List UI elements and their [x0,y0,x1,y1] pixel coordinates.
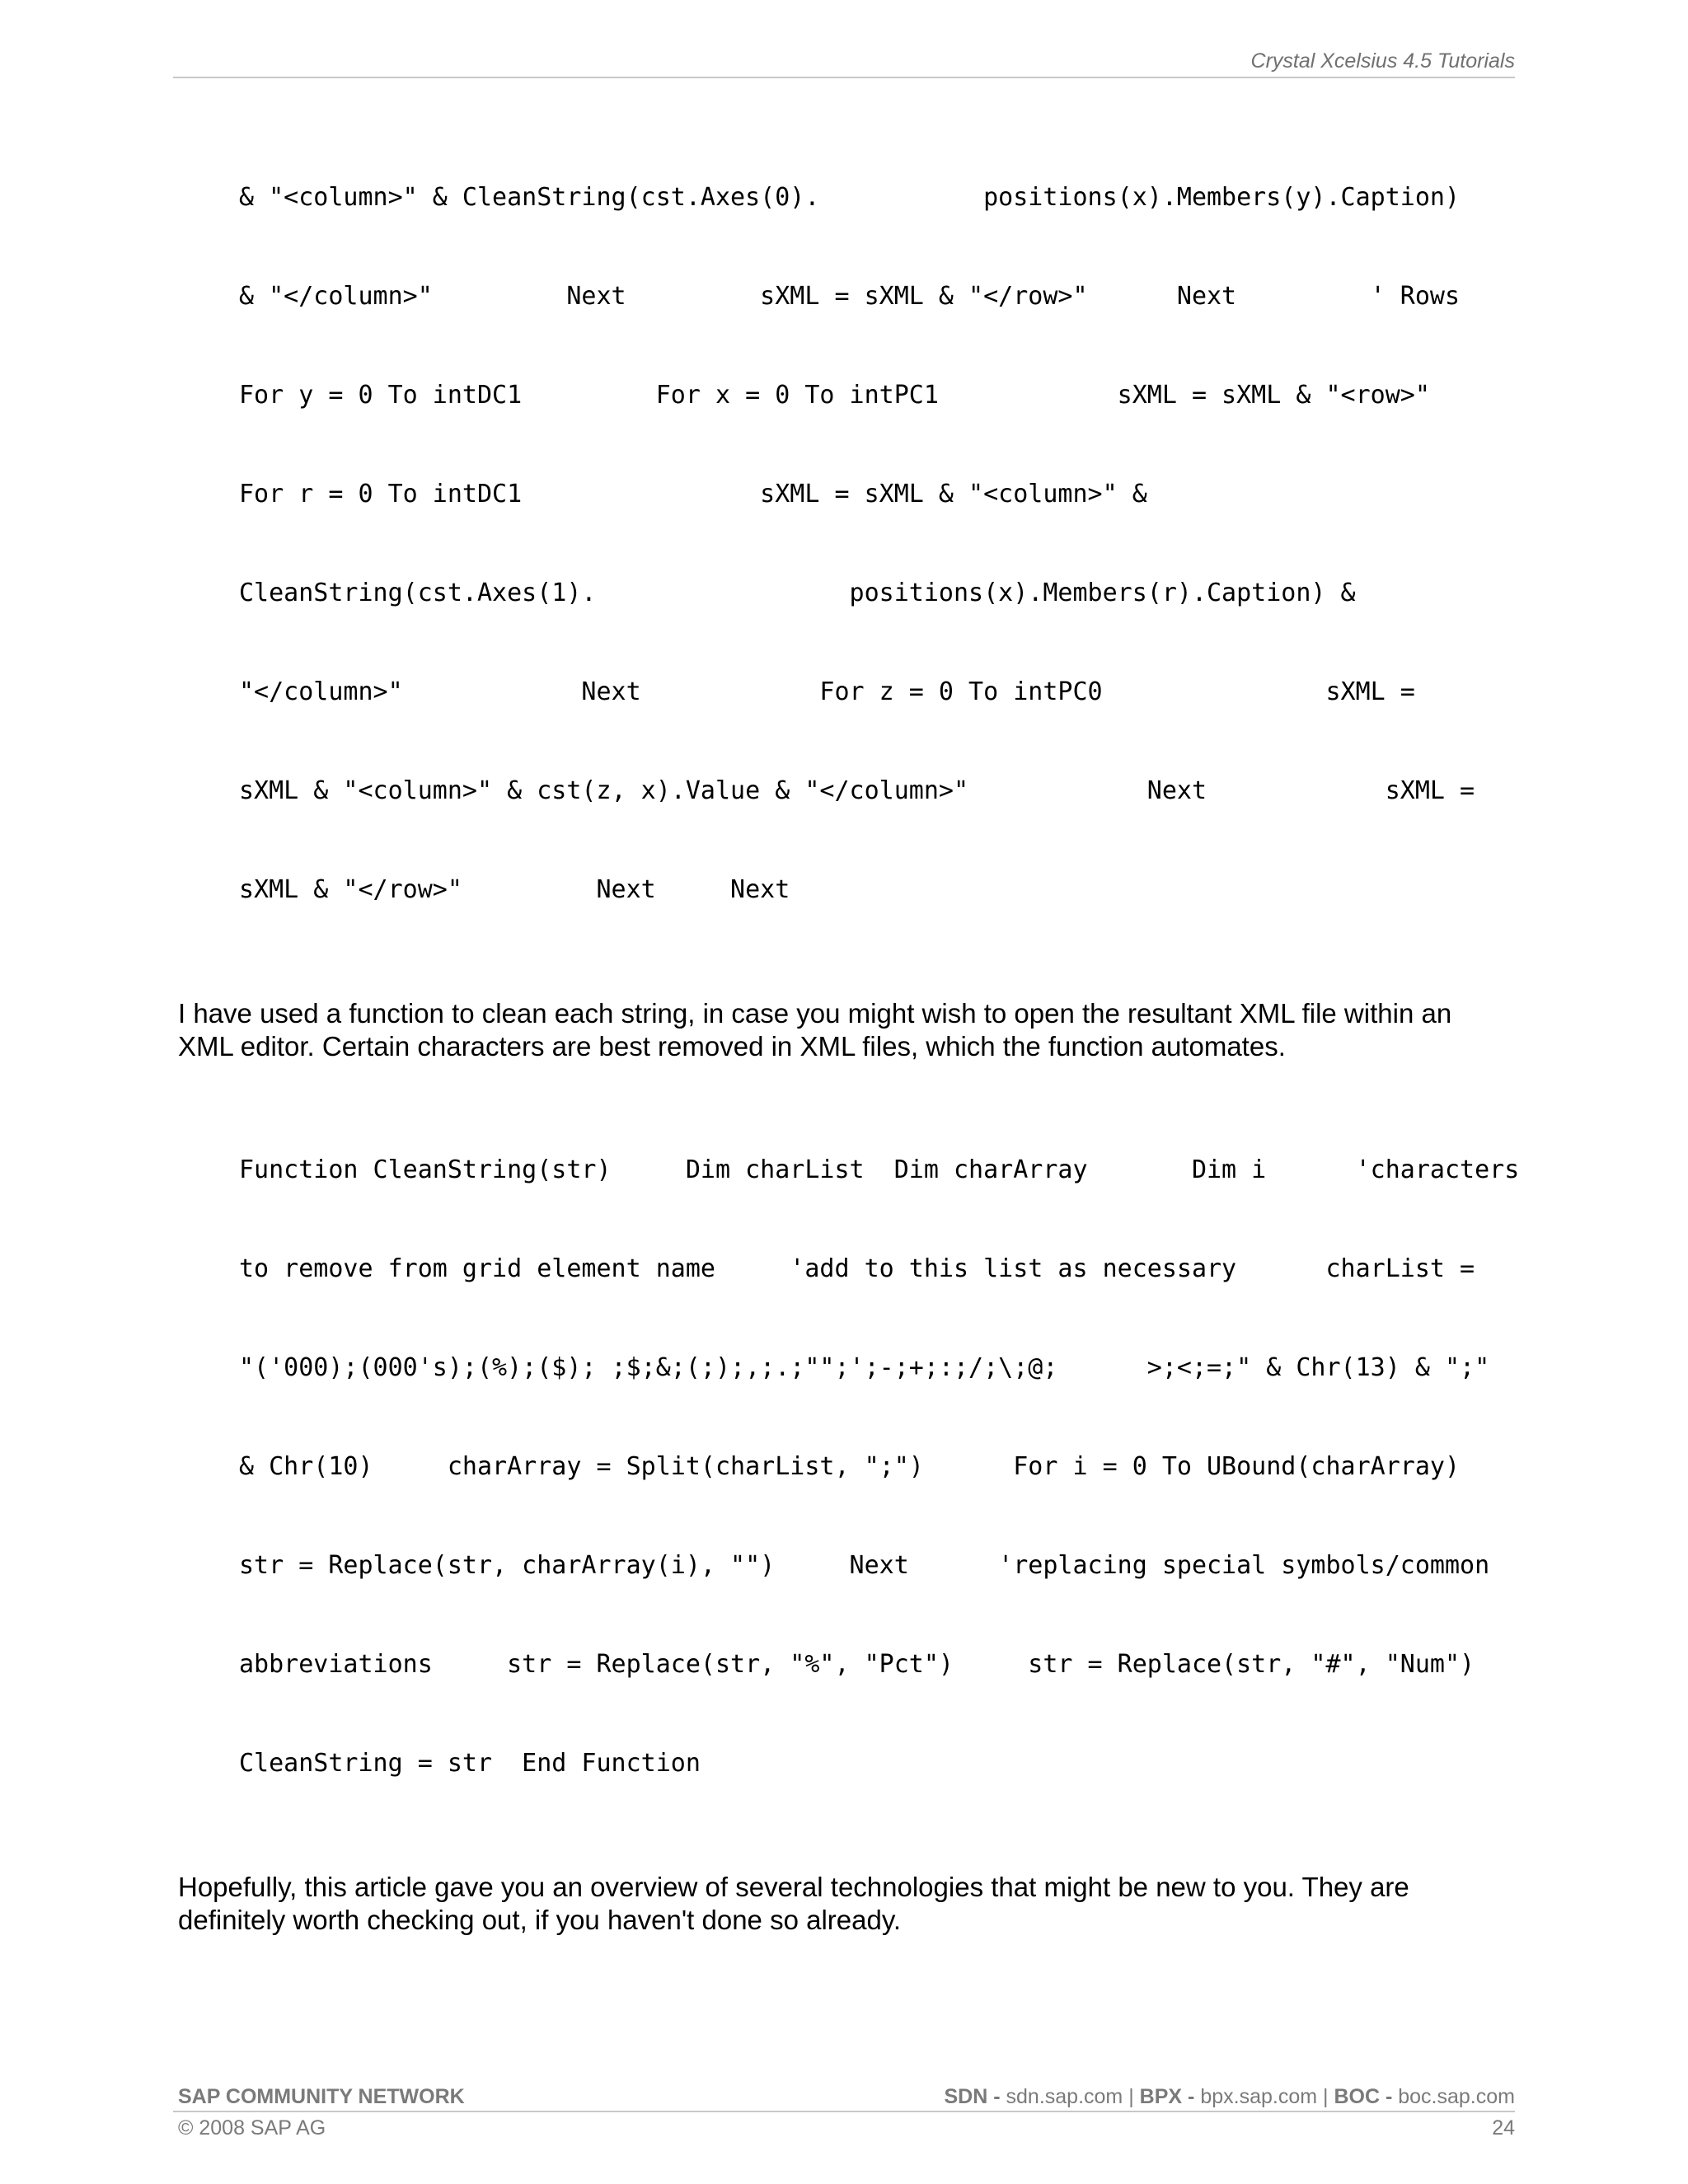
page-content [178,115,1520,1937]
header-divider [173,77,1515,78]
footer-copyright: © 2008 SAP AG [178,2116,326,2139]
code-line: abbreviations str = Replace(str, "%", "Pct") str = Replace(str, "#", "Num") [239,1650,1475,1679]
footer-link-label-boc: BOC - [1334,2085,1393,2108]
code-line: CleanString(cst.Axes(1). positions(x).Members(r).Caption) & [239,579,1356,607]
code-line: sXML & "</row>" Next Next [239,875,790,904]
document-header-title: Crystal Xcelsius 4.5 Tutorials [1250,49,1515,73]
code-line: CleanString = str End Function [239,1749,701,1778]
code-line: str = Replace(str, charArray(i), "") Next 'replacing special symbols/common [239,1551,1490,1580]
page-number: 24 [1492,2116,1515,2139]
footer-link-label-sdn: SDN - [944,2085,1001,2108]
code-line: "('000);(000's);(%);($); ;$;&;(;);,;.;"";';-;+;:;/;\;@; >;<;=;" & Chr(13) & ";" [239,1353,1490,1382]
code-line: "</column>" Next For z = 0 To intPC0 sXML = [239,677,1415,706]
code-block-query-loop [239,115,1513,972]
footer-links [945,2085,1516,2109]
code-block-clean-string-function [239,1088,1520,1846]
code-line: & "<column>" & CleanString(cst.Axes(0). positions(x).Members(y).Caption) [239,183,1461,212]
footer-divider [173,2111,1515,2112]
paragraph-conclusion: Hopefully, this article gave you an overview of several technologies that might be new to you. They are definitely worth checking out, if you haven't done so already. [178,1872,1409,1935]
code-line: Function CleanString(str) Dim charList Dim charArray Dim i 'characters [239,1155,1520,1184]
code-line: to remove from grid element name 'add to this list as necessary charList = [239,1254,1475,1283]
footer-link-label-bpx: BPX - [1139,2085,1195,2108]
footer-separator: | [1323,2085,1329,2108]
footer-link-sdn[interactable]: sdn.sap.com [1006,2085,1123,2108]
footer-network-name: SAP COMMUNITY NETWORK [178,2085,465,2108]
code-line: & "</column>" Next sXML = sXML & "</row>" Next ' Rows [239,282,1461,311]
code-line: For r = 0 To intDC1 sXML = sXML & "<column>" & [239,480,1147,509]
footer-separator: | [1128,2085,1134,2108]
footer-link-bpx[interactable]: bpx.sap.com [1200,2085,1318,2108]
code-line: For y = 0 To intDC1 For x = 0 To intPC1 sXML = sXML & "<row>" [239,381,1430,410]
code-line: sXML & "<column>" & cst(z, x).Value & "</column>" Next sXML = [239,776,1475,805]
paragraph-clean-string-explanation: I have used a function to clean each string, in case you might wish to open the resultant XML file within an XML editor. Certain characters are best removed in XML files, which the function automates. [178,998,1452,1062]
footer-link-boc[interactable]: boc.sap.com [1398,2085,1515,2108]
code-line: & Chr(10) charArray = Split(charList, ";") For i = 0 To UBound(charArray) [239,1452,1461,1481]
